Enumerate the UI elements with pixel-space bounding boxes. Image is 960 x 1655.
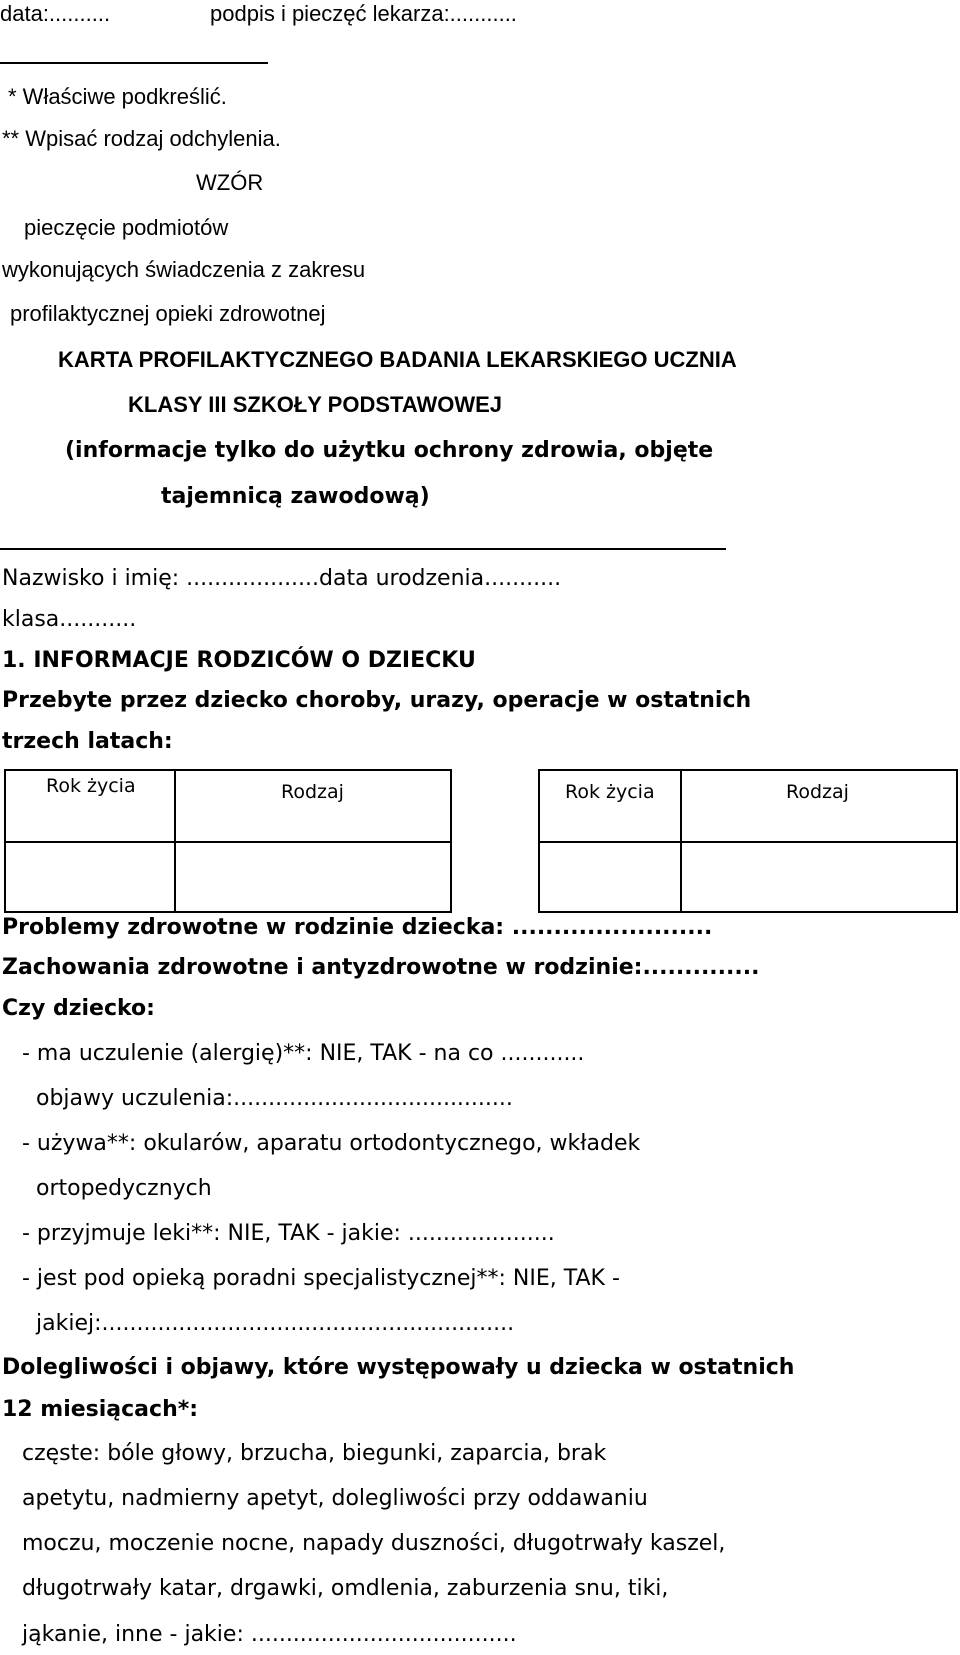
family-behaviours-label: Zachowania zdrowotne i antyzdrowotne w rodzinie:..............: [2, 955, 760, 980]
table-header-year: Rok życia: [565, 781, 655, 803]
complaints-heading-line-2: 12 miesiącach*:: [2, 1397, 199, 1422]
table-header-cell: [680, 769, 958, 843]
specialist-clinic-question-line-2: jakiej:...........................................................: [36, 1311, 515, 1336]
table-cell: [680, 841, 958, 913]
complaints-line-5: jąkanie, inne - jakie: ......................................: [22, 1622, 517, 1647]
section-1-heading: 1. INFORMACJE RODZICÓW O DZIECKU: [2, 648, 476, 673]
table-header-cell: [538, 769, 682, 843]
aids-question-line-2: ortopedycznych: [36, 1176, 212, 1201]
stamp-line-3: profilaktycznej opieki zdrowotnej: [10, 301, 326, 326]
footnote-underline: * Właściwe podkreślić.: [8, 84, 227, 109]
specialist-clinic-question-line-1: - jest pod opieką poradni specjalistycznej**: NIE, TAK -: [22, 1266, 620, 1291]
complaints-line-2: apetytu, nadmierny apetyt, dolegliwości przy oddawaniu: [22, 1486, 648, 1511]
stamp-line-2: wykonujących świadczenia z zakresu: [2, 257, 366, 282]
allergy-question: - ma uczulenie (alergię)**: NIE, TAK - na co ............: [22, 1041, 585, 1066]
table-header-year: Rok życia: [46, 775, 136, 797]
footnote-deviation: ** Wpisać rodzaj odchylenia.: [2, 126, 281, 151]
table-cell: [538, 841, 682, 913]
date-label: data:..........: [0, 1, 111, 26]
complaints-heading-line-1: Dolegliwości i objawy, które występowały u dziecka w ostatnich: [2, 1355, 795, 1380]
stamp-line-1: pieczęcie podmiotów: [24, 215, 229, 240]
aids-question-line-1: - używa**: okularów, aparatu ortodontycznego, wkładek: [22, 1131, 641, 1156]
medication-question: - przyjmuje leki**: NIE, TAK - jakie: .....................: [22, 1221, 555, 1246]
table-header-cell: [174, 769, 452, 843]
table-cell: [174, 841, 452, 913]
document-title-line-2: KLASY III SZKOŁY PODSTAWOWEJ: [128, 392, 503, 417]
diseases-label-line-1: Przebyte przez dziecko choroby, urazy, operacje w ostatnich: [2, 688, 752, 713]
table-cell: [4, 841, 176, 913]
diseases-label-line-2: trzech latach:: [2, 729, 173, 754]
name-dob-field: Nazwisko i imię: ...................data urodzenia...........: [2, 566, 562, 591]
class-field: klasa...........: [2, 607, 137, 632]
complaints-line-1: częste: bóle głowy, brzucha, biegunki, zaparcia, brak: [22, 1441, 607, 1466]
child-questions-heading: Czy dziecko:: [2, 996, 155, 1021]
allergy-symptoms-field: objawy uczulenia:........................................: [36, 1086, 513, 1111]
confidentiality-line-1: (informacje tylko do użytku ochrony zdrowia, objęte: [65, 438, 714, 463]
complaints-line-4: długotrwały katar, drgawki, omdlenia, zaburzenia snu, tiki,: [22, 1576, 669, 1601]
family-problems-label: Problemy zdrowotne w rodzinie dziecka: ........................: [2, 915, 713, 940]
footnote-separator: [0, 62, 268, 64]
title-separator: [0, 548, 726, 550]
table-header-type: Rodzaj: [786, 781, 849, 803]
document-title-line-1: KARTA PROFILAKTYCZNEGO BADANIA LEKARSKIEGO UCZNIA: [58, 347, 737, 372]
signature-label: podpis i pieczęć lekarza:...........: [210, 1, 517, 26]
table-header-cell: [4, 769, 176, 843]
table-header-type: Rodzaj: [281, 781, 344, 803]
confidentiality-line-2: tajemnicą zawodową): [161, 484, 430, 509]
complaints-line-3: moczu, moczenie nocne, napady duszności, długotrwały kaszel,: [22, 1531, 726, 1556]
template-label: WZÓR: [196, 170, 264, 195]
